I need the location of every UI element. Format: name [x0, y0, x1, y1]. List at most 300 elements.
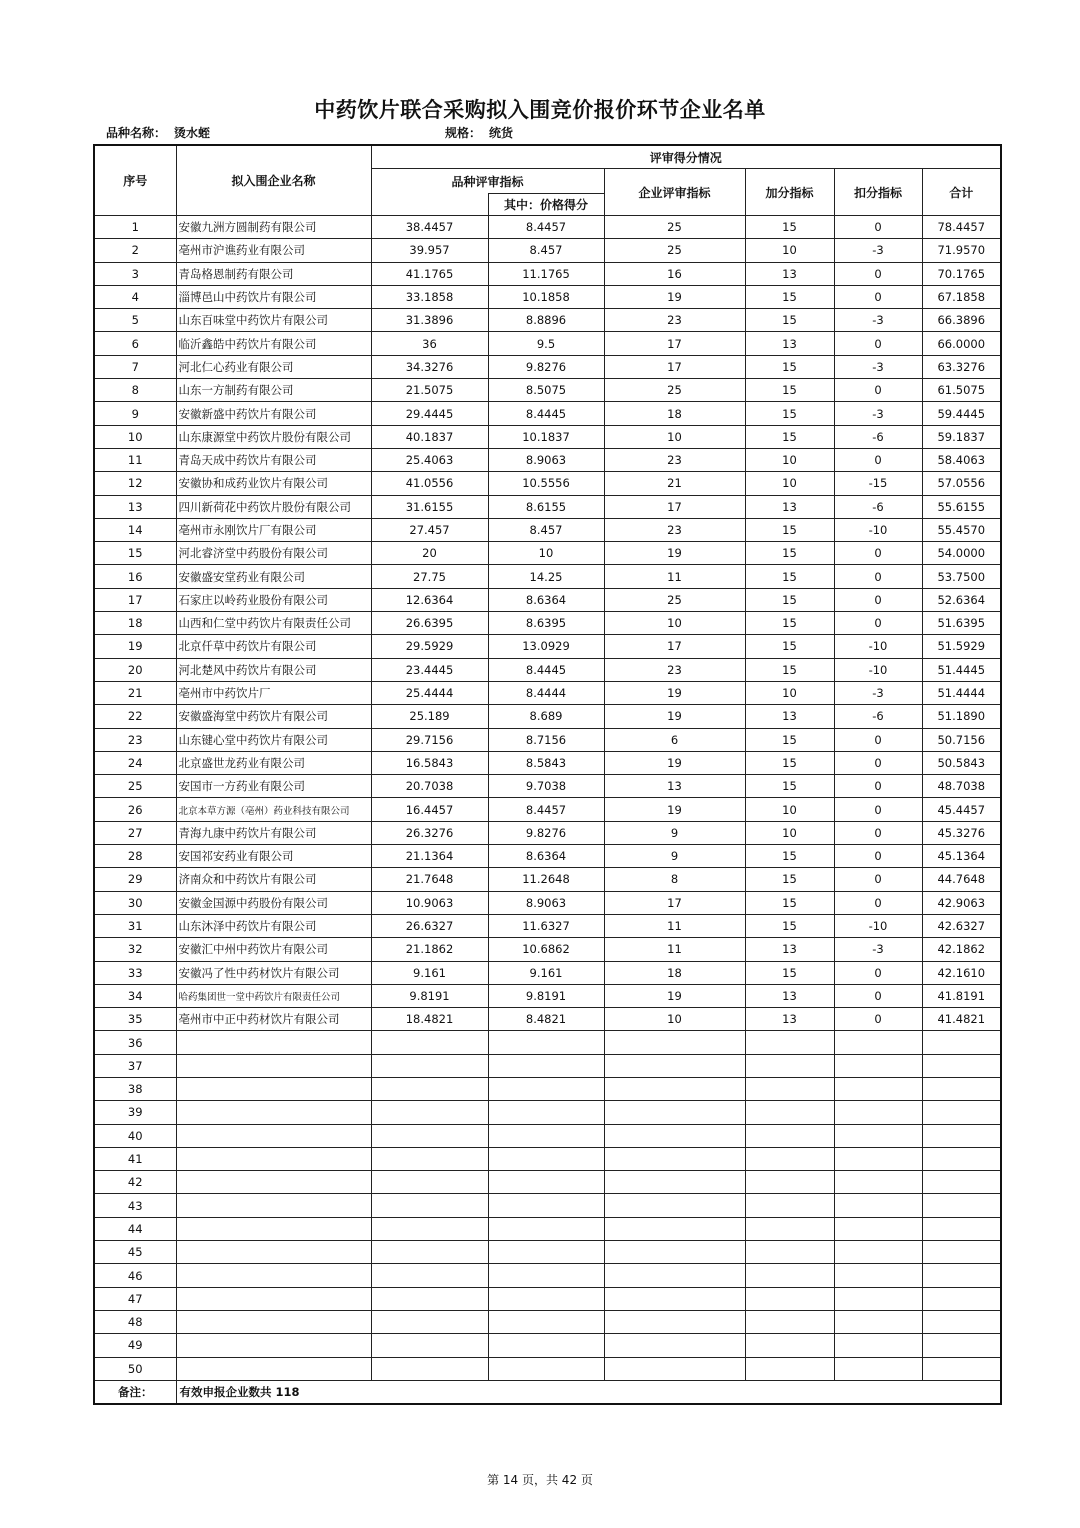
cell-variety-index: 26.6327	[371, 914, 488, 937]
spec-info	[445, 124, 513, 141]
cell-variety-index: 10.9063	[371, 891, 488, 914]
cell-seq: 44	[94, 1217, 176, 1240]
table-row	[94, 681, 1001, 704]
cell-total: 52.6364	[922, 588, 1001, 611]
cell-company: 河北楚风中药饮片有限公司	[176, 658, 371, 681]
table-row	[94, 612, 1001, 635]
cell-deduct-index	[834, 1334, 922, 1357]
cell-enterprise-index	[604, 1241, 745, 1264]
cell-bonus-index: 15	[745, 868, 834, 891]
cell-total: 51.6395	[922, 612, 1001, 635]
cell-deduct-index: -6	[834, 425, 922, 448]
cell-bonus-index	[745, 1264, 834, 1287]
cell-variety-index: 9.8191	[371, 984, 488, 1007]
cell-seq: 25	[94, 775, 176, 798]
cell-variety-index: 20.7038	[371, 775, 488, 798]
cell-price-score	[488, 1217, 604, 1240]
cell-deduct-index	[834, 1101, 922, 1124]
cell-price-score: 11.6327	[488, 914, 604, 937]
cell-enterprise-index: 17	[604, 355, 745, 378]
table-row	[94, 495, 1001, 518]
cell-enterprise-index: 19	[604, 751, 745, 774]
cell-bonus-index	[745, 1357, 834, 1380]
cell-seq: 46	[94, 1264, 176, 1287]
table-row	[94, 1008, 1001, 1031]
cell-total: 42.1610	[922, 961, 1001, 984]
cell-company	[176, 1241, 371, 1264]
cell-variety-index: 21.1862	[371, 938, 488, 961]
cell-seq: 31	[94, 914, 176, 937]
cell-deduct-index: 0	[834, 984, 922, 1007]
cell-variety-index: 39.957	[371, 239, 488, 262]
cell-bonus-index: 15	[745, 658, 834, 681]
cell-bonus-index	[745, 1171, 834, 1194]
cell-variety-index	[371, 1310, 488, 1333]
cell-bonus-index: 13	[745, 332, 834, 355]
table-row	[94, 1101, 1001, 1124]
cell-company: 亳州市永刚饮片厂有限公司	[176, 518, 371, 541]
cell-variety-index	[371, 1217, 488, 1240]
cell-enterprise-index	[604, 1171, 745, 1194]
cell-variety-index: 16.4457	[371, 798, 488, 821]
cell-company: 安国市一方药业有限公司	[176, 775, 371, 798]
cell-price-score: 8.7156	[488, 728, 604, 751]
cell-enterprise-index: 25	[604, 588, 745, 611]
cell-enterprise-index: 19	[604, 705, 745, 728]
cell-price-score: 8.457	[488, 518, 604, 541]
cell-enterprise-index: 6	[604, 728, 745, 751]
page-footer: 第 14 页，共 42 页	[487, 1473, 593, 1487]
cell-company	[176, 1334, 371, 1357]
header-total: 合计	[922, 169, 1001, 216]
cell-variety-index	[371, 1054, 488, 1077]
cell-deduct-index: -10	[834, 518, 922, 541]
cell-deduct-index	[834, 1217, 922, 1240]
cell-price-score: 8.9063	[488, 891, 604, 914]
table-row	[94, 425, 1001, 448]
cell-company	[176, 1077, 371, 1100]
cell-seq: 16	[94, 565, 176, 588]
cell-deduct-index: -3	[834, 355, 922, 378]
cell-variety-index: 27.75	[371, 565, 488, 588]
cell-company	[176, 1217, 371, 1240]
cell-enterprise-index: 10	[604, 1008, 745, 1031]
cell-variety-index: 38.4457	[371, 216, 488, 239]
cell-total	[922, 1171, 1001, 1194]
cell-price-score: 8.4444	[488, 681, 604, 704]
variety-value: 烫水蛭	[174, 126, 211, 140]
cell-enterprise-index	[604, 1077, 745, 1100]
table-row	[94, 1147, 1001, 1170]
cell-bonus-index	[745, 1287, 834, 1310]
cell-price-score: 11.1765	[488, 262, 604, 285]
cell-deduct-index: 0	[834, 751, 922, 774]
cell-price-score: 10.1837	[488, 425, 604, 448]
cell-price-score	[488, 1054, 604, 1077]
cell-company: 哈药集团世一堂中药饮片有限责任公司	[176, 984, 371, 1007]
cell-bonus-index	[745, 1077, 834, 1100]
cell-seq: 21	[94, 681, 176, 704]
cell-enterprise-index	[604, 1310, 745, 1333]
cell-total: 42.9063	[922, 891, 1001, 914]
cell-variety-index: 9.161	[371, 961, 488, 984]
cell-company: 临沂鑫皓中药饮片有限公司	[176, 332, 371, 355]
cell-bonus-index: 15	[745, 565, 834, 588]
table-row	[94, 821, 1001, 844]
cell-company: 亳州市沪谯药业有限公司	[176, 239, 371, 262]
cell-bonus-index	[745, 1334, 834, 1357]
cell-seq: 33	[94, 961, 176, 984]
cell-total: 58.4063	[922, 448, 1001, 471]
table-body	[94, 216, 1001, 1381]
cell-seq: 13	[94, 495, 176, 518]
cell-deduct-index: 0	[834, 216, 922, 239]
table-row	[94, 961, 1001, 984]
table-row	[94, 1124, 1001, 1147]
table-row	[94, 1310, 1001, 1333]
cell-seq: 17	[94, 588, 176, 611]
cell-deduct-index: 0	[834, 285, 922, 308]
cell-variety-index: 41.0556	[371, 472, 488, 495]
cell-price-score: 9.8276	[488, 355, 604, 378]
cell-company	[176, 1124, 371, 1147]
cell-variety-index: 36	[371, 332, 488, 355]
cell-enterprise-index	[604, 1101, 745, 1124]
cell-enterprise-index: 10	[604, 425, 745, 448]
header-company: 拟入围企业名称	[176, 145, 371, 216]
cell-price-score	[488, 1241, 604, 1264]
cell-enterprise-index: 19	[604, 542, 745, 565]
cell-price-score: 10.1858	[488, 285, 604, 308]
cell-seq: 22	[94, 705, 176, 728]
cell-seq: 6	[94, 332, 176, 355]
cell-bonus-index: 15	[745, 588, 834, 611]
cell-price-score: 8.6155	[488, 495, 604, 518]
cell-variety-index: 21.1364	[371, 845, 488, 868]
cell-bonus-index	[745, 1124, 834, 1147]
cell-bonus-index: 15	[745, 891, 834, 914]
table-row	[94, 1241, 1001, 1264]
cell-variety-index	[371, 1147, 488, 1170]
cell-enterprise-index	[604, 1147, 745, 1170]
cell-total: 41.4821	[922, 1008, 1001, 1031]
cell-variety-index: 26.3276	[371, 821, 488, 844]
cell-bonus-index: 13	[745, 1008, 834, 1031]
cell-deduct-index: 0	[834, 891, 922, 914]
cell-company: 山东键心堂中药饮片有限公司	[176, 728, 371, 751]
cell-enterprise-index: 18	[604, 402, 745, 425]
cell-variety-index	[371, 1241, 488, 1264]
cell-total	[922, 1217, 1001, 1240]
cell-total: 44.7648	[922, 868, 1001, 891]
table-row	[94, 542, 1001, 565]
cell-bonus-index: 15	[745, 216, 834, 239]
cell-bonus-index	[745, 1194, 834, 1217]
cell-bonus-index: 10	[745, 448, 834, 471]
cell-seq: 37	[94, 1054, 176, 1077]
cell-deduct-index	[834, 1194, 922, 1217]
table-row	[94, 751, 1001, 774]
cell-bonus-index: 13	[745, 938, 834, 961]
cell-deduct-index: 0	[834, 379, 922, 402]
cell-price-score	[488, 1194, 604, 1217]
cell-bonus-index	[745, 1217, 834, 1240]
cell-seq: 47	[94, 1287, 176, 1310]
cell-variety-index: 25.189	[371, 705, 488, 728]
cell-price-score: 9.8191	[488, 984, 604, 1007]
cell-enterprise-index	[604, 1124, 745, 1147]
cell-seq: 45	[94, 1241, 176, 1264]
remark-text: 有效申报企业数共 118	[176, 1380, 1001, 1404]
cell-seq: 49	[94, 1334, 176, 1357]
cell-enterprise-index: 25	[604, 216, 745, 239]
cell-deduct-index: 0	[834, 332, 922, 355]
cell-seq: 48	[94, 1310, 176, 1333]
cell-seq: 1	[94, 216, 176, 239]
cell-company: 安徽金国源中药股份有限公司	[176, 891, 371, 914]
cell-seq: 34	[94, 984, 176, 1007]
cell-price-score: 8.9063	[488, 448, 604, 471]
table-row	[94, 1077, 1001, 1100]
cell-company: 亳州市中药饮片厂	[176, 681, 371, 704]
cell-bonus-index	[745, 1241, 834, 1264]
table-row	[94, 355, 1001, 378]
cell-enterprise-index: 11	[604, 914, 745, 937]
cell-price-score: 8.4445	[488, 658, 604, 681]
cell-variety-index: 33.1858	[371, 285, 488, 308]
cell-price-score: 8.6395	[488, 612, 604, 635]
table-row	[94, 1287, 1001, 1310]
cell-enterprise-index: 23	[604, 658, 745, 681]
table-row	[94, 914, 1001, 937]
cell-deduct-index: 0	[834, 821, 922, 844]
cell-total: 63.3276	[922, 355, 1001, 378]
cell-enterprise-index	[604, 1054, 745, 1077]
cell-price-score	[488, 1147, 604, 1170]
cell-deduct-index	[834, 1031, 922, 1054]
cell-total	[922, 1101, 1001, 1124]
table-row	[94, 658, 1001, 681]
cell-enterprise-index: 17	[604, 332, 745, 355]
cell-seq: 32	[94, 938, 176, 961]
cell-variety-index	[371, 1334, 488, 1357]
cell-variety-index	[371, 1031, 488, 1054]
cell-bonus-index: 10	[745, 472, 834, 495]
header-score-group: 评审得分情况	[371, 145, 1001, 169]
cell-company: 安徽协和成药业饮片有限公司	[176, 472, 371, 495]
cell-price-score: 14.25	[488, 565, 604, 588]
cell-seq: 18	[94, 612, 176, 635]
cell-deduct-index: -6	[834, 705, 922, 728]
cell-variety-index: 21.7648	[371, 868, 488, 891]
cell-price-score: 8.4821	[488, 1008, 604, 1031]
cell-price-score: 8.4457	[488, 216, 604, 239]
cell-total	[922, 1147, 1001, 1170]
cell-company: 安徽新盛中药饮片有限公司	[176, 402, 371, 425]
cell-price-score: 10.5556	[488, 472, 604, 495]
cell-seq: 30	[94, 891, 176, 914]
cell-price-score	[488, 1357, 604, 1380]
cell-company: 济南众和中药饮片有限公司	[176, 868, 371, 891]
cell-price-score: 10.6862	[488, 938, 604, 961]
cell-enterprise-index	[604, 1357, 745, 1380]
variety-label: 品种名称：	[106, 126, 167, 140]
cell-enterprise-index	[604, 1194, 745, 1217]
table-row	[94, 518, 1001, 541]
cell-enterprise-index: 19	[604, 984, 745, 1007]
spec-label: 规格：	[445, 126, 482, 140]
cell-company: 山东百味堂中药饮片有限公司	[176, 309, 371, 332]
cell-total: 59.1837	[922, 425, 1001, 448]
cell-variety-index: 25.4444	[371, 681, 488, 704]
remark-label: 备注：	[94, 1380, 176, 1404]
table-row	[94, 1171, 1001, 1194]
cell-deduct-index: 0	[834, 1008, 922, 1031]
cell-enterprise-index: 25	[604, 379, 745, 402]
cell-seq: 5	[94, 309, 176, 332]
cell-seq: 24	[94, 751, 176, 774]
cell-bonus-index: 15	[745, 751, 834, 774]
cell-company: 石家庄以岭药业股份有限公司	[176, 588, 371, 611]
cell-bonus-index: 15	[745, 425, 834, 448]
table-row	[94, 984, 1001, 1007]
cell-variety-index: 12.6364	[371, 588, 488, 611]
cell-deduct-index: -15	[834, 472, 922, 495]
cell-deduct-index	[834, 1264, 922, 1287]
cell-variety-index: 34.3276	[371, 355, 488, 378]
cell-variety-index	[371, 1077, 488, 1100]
cell-deduct-index: 0	[834, 798, 922, 821]
cell-total: 67.1858	[922, 285, 1001, 308]
cell-variety-index: 18.4821	[371, 1008, 488, 1031]
cell-company: 山西和仁堂中药饮片有限责任公司	[176, 612, 371, 635]
cell-company: 安国祁安药业有限公司	[176, 845, 371, 868]
cell-bonus-index: 15	[745, 612, 834, 635]
table-row	[94, 239, 1001, 262]
table-row	[94, 728, 1001, 751]
cell-total: 71.9570	[922, 239, 1001, 262]
cell-variety-index: 20	[371, 542, 488, 565]
cell-seq: 36	[94, 1031, 176, 1054]
cell-bonus-index: 10	[745, 239, 834, 262]
cell-seq: 43	[94, 1194, 176, 1217]
cell-deduct-index: 0	[834, 565, 922, 588]
cell-variety-index	[371, 1194, 488, 1217]
cell-price-score	[488, 1334, 604, 1357]
cell-company: 河北仁心药业有限公司	[176, 355, 371, 378]
cell-total	[922, 1194, 1001, 1217]
header-deduct-index: 扣分指标	[834, 169, 922, 216]
cell-deduct-index: -10	[834, 658, 922, 681]
cell-enterprise-index: 16	[604, 262, 745, 285]
cell-bonus-index: 15	[745, 914, 834, 937]
cell-deduct-index	[834, 1241, 922, 1264]
cell-total	[922, 1077, 1001, 1100]
cell-total: 42.1862	[922, 938, 1001, 961]
cell-enterprise-index: 19	[604, 285, 745, 308]
table-row	[94, 1194, 1001, 1217]
cell-seq: 11	[94, 448, 176, 471]
cell-deduct-index	[834, 1147, 922, 1170]
cell-enterprise-index: 17	[604, 635, 745, 658]
cell-enterprise-index: 17	[604, 495, 745, 518]
cell-bonus-index: 10	[745, 821, 834, 844]
cell-price-score	[488, 1077, 604, 1100]
cell-company	[176, 1101, 371, 1124]
cell-bonus-index	[745, 1147, 834, 1170]
cell-enterprise-index: 21	[604, 472, 745, 495]
cell-total: 45.1364	[922, 845, 1001, 868]
cell-price-score	[488, 1031, 604, 1054]
cell-company	[176, 1310, 371, 1333]
cell-price-score: 8.8896	[488, 309, 604, 332]
cell-enterprise-index: 23	[604, 448, 745, 471]
cell-bonus-index: 15	[745, 355, 834, 378]
enterprise-table	[93, 144, 1002, 1405]
cell-total: 53.7500	[922, 565, 1001, 588]
cell-price-score: 11.2648	[488, 868, 604, 891]
cell-price-score	[488, 1171, 604, 1194]
cell-variety-index: 31.3896	[371, 309, 488, 332]
cell-total: 51.4445	[922, 658, 1001, 681]
cell-deduct-index: 0	[834, 868, 922, 891]
cell-enterprise-index: 9	[604, 845, 745, 868]
cell-price-score: 9.8276	[488, 821, 604, 844]
cell-total: 66.0000	[922, 332, 1001, 355]
cell-deduct-index: 0	[834, 845, 922, 868]
cell-price-score: 8.689	[488, 705, 604, 728]
cell-company	[176, 1147, 371, 1170]
cell-company: 安徽汇中州中药饮片有限公司	[176, 938, 371, 961]
table-row	[94, 868, 1001, 891]
cell-price-score: 10	[488, 542, 604, 565]
cell-variety-index: 23.4445	[371, 658, 488, 681]
cell-bonus-index: 13	[745, 984, 834, 1007]
cell-price-score	[488, 1310, 604, 1333]
cell-seq: 12	[94, 472, 176, 495]
cell-total	[922, 1031, 1001, 1054]
cell-deduct-index: 0	[834, 728, 922, 751]
cell-bonus-index: 15	[745, 285, 834, 308]
cell-enterprise-index: 19	[604, 681, 745, 704]
cell-deduct-index: 0	[834, 588, 922, 611]
cell-variety-index	[371, 1264, 488, 1287]
cell-company: 山东一方制药有限公司	[176, 379, 371, 402]
cell-company: 青海九康中药饮片有限公司	[176, 821, 371, 844]
cell-total	[922, 1287, 1001, 1310]
cell-deduct-index: -3	[834, 309, 922, 332]
cell-deduct-index: 0	[834, 775, 922, 798]
cell-bonus-index: 15	[745, 775, 834, 798]
cell-deduct-index	[834, 1054, 922, 1077]
cell-enterprise-index: 23	[604, 309, 745, 332]
cell-enterprise-index: 25	[604, 239, 745, 262]
cell-deduct-index: -10	[834, 914, 922, 937]
cell-company	[176, 1287, 371, 1310]
cell-seq: 39	[94, 1101, 176, 1124]
cell-bonus-index: 10	[745, 798, 834, 821]
cell-seq: 42	[94, 1171, 176, 1194]
cell-seq: 23	[94, 728, 176, 751]
cell-bonus-index: 10	[745, 681, 834, 704]
cell-deduct-index	[834, 1077, 922, 1100]
cell-deduct-index: -3	[834, 239, 922, 262]
table-row	[94, 635, 1001, 658]
cell-variety-index	[371, 1124, 488, 1147]
cell-price-score	[488, 1101, 604, 1124]
table-row	[94, 1334, 1001, 1357]
table-row	[94, 798, 1001, 821]
